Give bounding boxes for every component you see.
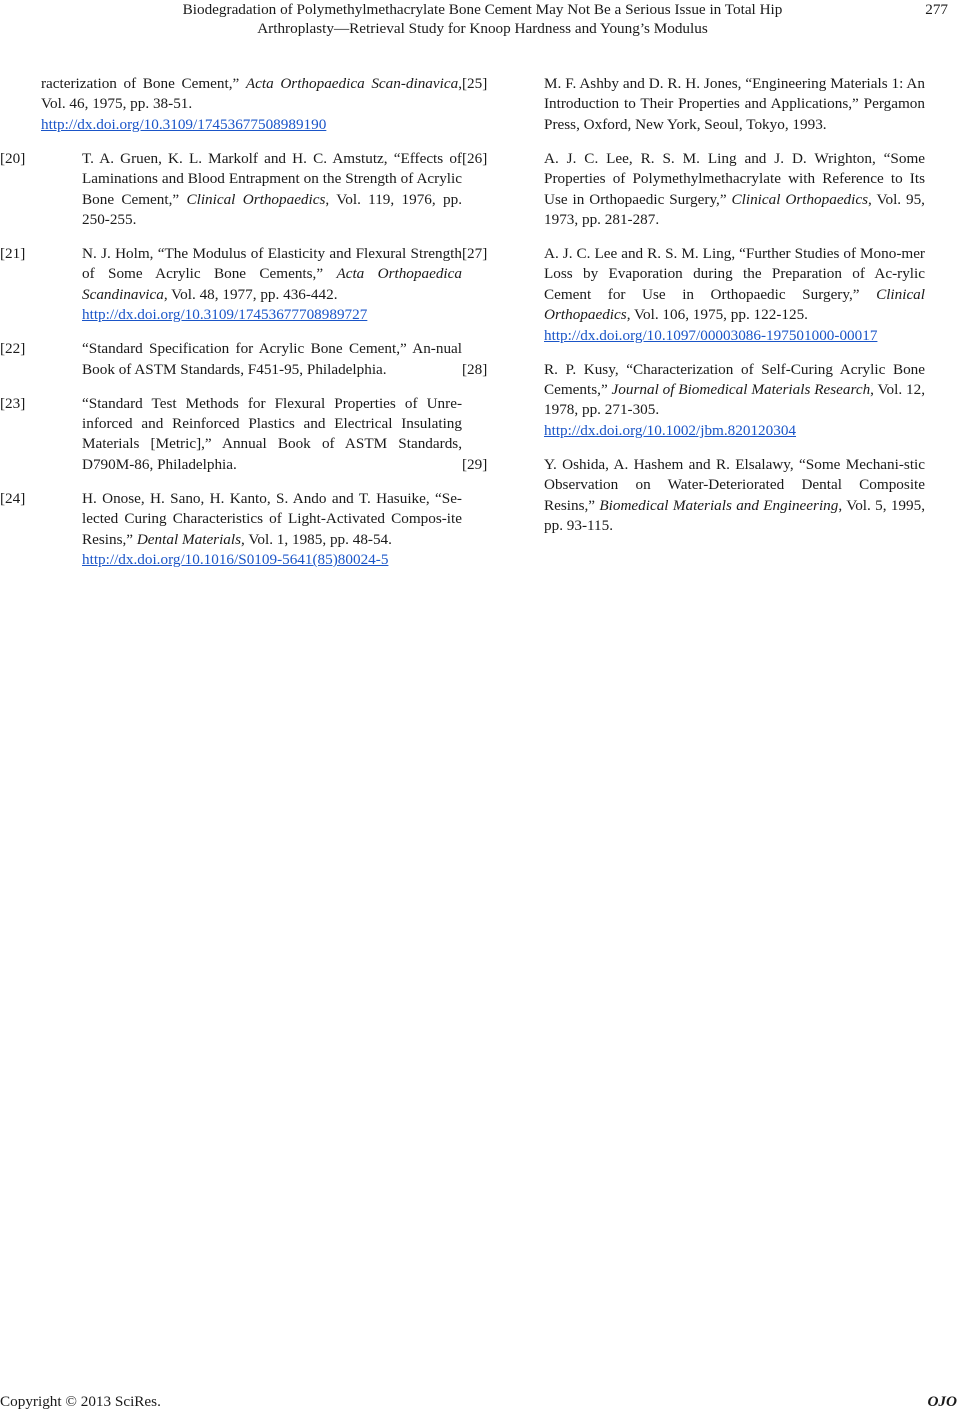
journal-name: Journal of Biomedical Materials Research	[611, 381, 871, 399]
reference-28	[462, 360, 925, 442]
journal-name: Clinical Orthopaedics	[186, 190, 326, 208]
reference-text: “Standard Test Methods for Flexural Properties of Unre-inforced and Reinforced Plastics and Electrical Insulating Materials [Metric],” Annual Book of ASTM Standards, D790M-86, Philadelphia.	[82, 394, 462, 473]
reference-number: [20]	[0, 149, 26, 167]
page-header	[0, 0, 965, 50]
reference-text: , Vol. 12, 1978, pp. 271-305.	[544, 381, 925, 419]
reference-column-left	[0, 74, 462, 584]
journal-name: Acta Orthopaedica Scandinavica	[82, 265, 462, 303]
reference-text: , Vol. 5, 1995, pp. 93-115.	[544, 496, 925, 535]
reference-number: [22]	[0, 340, 26, 358]
reference-text: , Vol. 48, 1977, pp. 436-442.	[163, 285, 338, 303]
reference-23	[0, 394, 462, 476]
reference-number: [21]	[0, 245, 26, 263]
running-title-line-1: Biodegradation of Polymethylmethacrylate Bone Cement May Not Be a Serious Issue in Total Hip	[182, 1, 783, 18]
reference-21	[0, 244, 462, 326]
reference-number: [23]	[0, 394, 26, 412]
reference-number: [25]	[462, 75, 488, 92]
doi-link[interactable]: http://dx.doi.org/10.1097/00003086-197501000-00017	[544, 326, 878, 344]
reference-text: A. J. C. Lee, R. S. M. Ling and J. D. Wrighton, “Some Properties of Polymethylmethacrylate with Reference to Its Use in Orthopaedic Surgery,”	[544, 149, 925, 208]
reference-text: Y. Oshida, A. Hashem and R. Elsalawy, “Some Mechani-stic Observation on Water-Deteriorated Dental Composite Resins,”	[544, 455, 925, 514]
doi-link[interactable]: http://dx.doi.org/10.1016/S0109-5641(85)80024-5	[82, 551, 389, 569]
reference-text: , Vol. 95, 1973, pp. 281-287.	[544, 190, 925, 229]
reference-number: [26]	[462, 149, 488, 167]
reference-text: A. J. C. Lee and R. S. M. Ling, “Further Studies of Mono-mer Loss by Evaporation during the Preparation of Ac-rylic Cement for Use in Orthopaedic Surgery,”	[544, 245, 925, 303]
journal-name: Dental Materials	[136, 530, 242, 548]
reference-24	[0, 489, 462, 571]
reference-number: [29]	[462, 455, 488, 473]
journal-abbreviation: OJO	[927, 1393, 957, 1410]
reference-26	[462, 149, 925, 231]
reference-text: , Vol. 119, 1976, pp. 250-255.	[82, 190, 462, 229]
reference-text: T. A. Gruen, K. L. Markolf and H. C. Amstutz, “Effects of Laminations and Blood Entrapment on the Strength of Acrylic Bone Cement,”	[82, 149, 462, 208]
reference-number: [28]	[462, 360, 488, 378]
reference-text: , Vol. 46, 1975, pp. 38-51.	[41, 75, 462, 113]
doi-link[interactable]: http://dx.doi.org/10.3109/17453677508989190	[41, 115, 327, 133]
reference-20	[0, 149, 462, 231]
doi-link[interactable]: http://dx.doi.org/10.1002/jbm.820120304	[544, 421, 797, 439]
reference-text: N. J. Holm, “The Modulus of Elasticity and Flexural Strength of Some Acrylic Bone Cements,”	[82, 245, 462, 283]
reference-22	[0, 339, 462, 380]
copyright-notice: Copyright © 2013 SciRes.	[0, 1393, 161, 1410]
reference-number: [24]	[0, 489, 26, 507]
doi-link[interactable]: http://dx.doi.org/10.3109/17453677708989727	[82, 306, 368, 324]
page-number: 277	[925, 1, 948, 18]
journal-name: Clinical Orthopaedics	[731, 190, 869, 208]
reference-27	[462, 244, 925, 346]
running-title-line-2: Arthroplasty—Retrieval Study for Knoop Hardness and Young’s Modulus	[257, 20, 708, 37]
reference-29	[462, 455, 925, 537]
reference-text: racterization of Bone Cement,”	[41, 75, 246, 92]
reference-text: R. P. Kusy, “Characterization of Self-Curing Acrylic Bone Cements,”	[544, 360, 925, 399]
reference-25	[462, 74, 925, 135]
reference-text: , Vol. 1, 1985, pp. 48-54.	[241, 530, 392, 548]
reference-column-right	[462, 74, 925, 550]
reference-text: , Vol. 106, 1975, pp. 122-125.	[626, 306, 808, 324]
reference-text: M. F. Ashby and D. R. H. Jones, “Engineering Materials 1: An Introduction to Their Properties and Applications,” Pergamon Press, Oxford, New York, Seoul, Tokyo, 1993.	[544, 75, 925, 133]
reference-text: H. Onose, H. Sano, H. Kanto, S. Ando and T. Hasuike, “Se-lected Curing Characteristics of Light-Activated Compos-ite Resins,”	[82, 489, 462, 548]
journal-name: Biomedical Materials and Engineering	[599, 496, 839, 514]
reference-text: “Standard Specification for Acrylic Bone Cement,” An-nual Book of ASTM Standards, F451-95, Philadelphia.	[82, 340, 462, 378]
journal-name: Clinical Orthopaedics	[544, 285, 925, 324]
journal-name: Acta Orthopaedica Scan-dinavica	[245, 75, 459, 92]
reference-number: [27]	[462, 245, 488, 263]
reference-continuation	[41, 74, 462, 135]
